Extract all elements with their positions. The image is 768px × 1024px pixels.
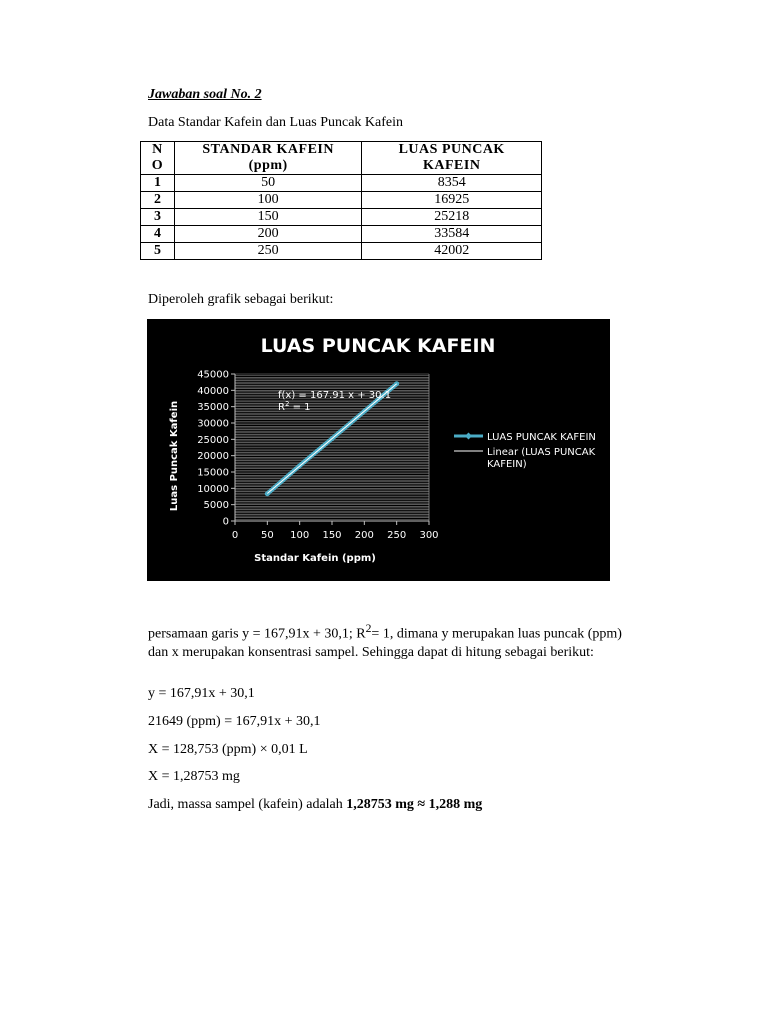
table-row: [141, 209, 542, 226]
legend-series-marker: [465, 433, 472, 440]
cell-standard: 50: [174, 175, 362, 192]
y-axis-label: Luas Puncak Kafein: [169, 400, 180, 512]
conclusion: [148, 796, 482, 814]
data-table: [140, 141, 542, 260]
graph-intro: Diperoleh grafik sebagai berikut:: [148, 292, 334, 307]
chart-svg: [147, 319, 610, 581]
header-standard: [174, 142, 362, 175]
header-no: [141, 142, 175, 175]
explanation-part1: persamaan garis y = 167,91x + 30,1; R: [148, 626, 366, 642]
x-tick-label: 0: [231, 530, 239, 541]
equation-line: y = 167,91x + 30,1: [148, 686, 255, 701]
header-no-line2: O: [151, 158, 164, 173]
legend-trend-label-line1: Linear (LUAS PUNCAK: [487, 447, 596, 458]
cell-no: 2: [141, 192, 175, 209]
y-tick-label: 25000: [197, 434, 229, 446]
explanation-paragraph: [148, 620, 638, 662]
x-axis-label: Standar Kafein (ppm): [254, 553, 376, 564]
y-tick-label: 15000: [197, 467, 229, 479]
explanation-part2: = 1, dimana y merupakan luas puncak (ppm) dan x merupakan konsentrasi sampel. Sehingga dapat di hitung sebagai berikut:: [148, 626, 622, 660]
cell-no: 4: [141, 226, 175, 243]
chart-container: [147, 319, 610, 581]
explanation-sup: 2: [365, 622, 372, 635]
cell-area: 42002: [362, 243, 542, 260]
header-area-line1: LUAS PUNCAK: [398, 142, 505, 157]
chart-legend: [454, 432, 596, 470]
x-tick-label: 250: [387, 530, 407, 541]
header-area-line2: KAFEIN: [422, 158, 481, 173]
equation-line: X = 128,753 (ppm) × 0,01 L: [148, 742, 308, 757]
conclusion-prefix: Jadi, massa sampel (kafein) adalah: [148, 797, 347, 812]
x-tick-label: 150: [322, 530, 342, 541]
trendline-r2: [278, 400, 311, 413]
r2-rest: = 1: [289, 402, 311, 413]
cell-no: 5: [141, 243, 175, 260]
x-tick-labels: [232, 521, 439, 541]
y-tick-label: 20000: [197, 451, 229, 463]
chart-title: LUAS PUNCAK KAFEIN: [260, 335, 496, 357]
table-row: [141, 226, 542, 243]
cell-no: 1: [141, 175, 175, 192]
cell-no: 3: [141, 209, 175, 226]
header-standard-line1: STANDAR KAFEIN: [202, 142, 334, 157]
cell-area: 8354: [362, 175, 542, 192]
y-tick-labels: [197, 370, 235, 528]
y-tick-label: 35000: [197, 402, 229, 414]
cell-standard: 150: [174, 209, 362, 226]
cell-area: 16925: [362, 192, 542, 209]
table-row: [141, 243, 542, 260]
table-row: [141, 175, 542, 192]
table-header-row: [141, 142, 542, 175]
cell-standard: 200: [174, 226, 362, 243]
equation-line: X = 1,28753 mg: [148, 769, 240, 784]
table-title: Data Standar Kafein dan Luas Puncak Kafein: [148, 115, 404, 130]
y-tick-label: 30000: [197, 418, 229, 430]
conclusion-result: 1,28753 mg ≈ 1,288 mg: [346, 797, 483, 812]
equation-line: 21649 (ppm) = 167,91x + 30,1: [148, 714, 321, 729]
r2-base: R: [278, 402, 285, 413]
table-row: [141, 192, 542, 209]
x-tick-label: 50: [260, 530, 274, 541]
cell-area: 25218: [362, 209, 542, 226]
y-tick-label: 5000: [203, 500, 229, 512]
cell-area: 33584: [362, 226, 542, 243]
y-tick-label: 0: [222, 516, 229, 528]
header-area: [362, 142, 542, 175]
r2-sup: 2: [284, 400, 290, 408]
answer-heading: Jawaban soal No. 2: [148, 87, 262, 102]
x-tick-label: 300: [419, 530, 439, 541]
trendline-equation: f(x) = 167.91 x + 30.1: [278, 390, 392, 401]
legend-series-label: LUAS PUNCAK KAFEIN: [487, 432, 596, 443]
x-tick-label: 100: [290, 530, 310, 541]
y-tick-label: 10000: [197, 483, 229, 495]
y-tick-label: 45000: [197, 369, 229, 381]
legend-trend-label-line2: KAFEIN): [487, 459, 527, 470]
x-tick-label: 200: [354, 530, 374, 541]
header-no-line1: N: [152, 142, 163, 157]
y-tick-label: 40000: [197, 385, 229, 397]
cell-standard: 250: [174, 243, 362, 260]
cell-standard: 100: [174, 192, 362, 209]
header-standard-line2: (ppm): [248, 158, 288, 173]
